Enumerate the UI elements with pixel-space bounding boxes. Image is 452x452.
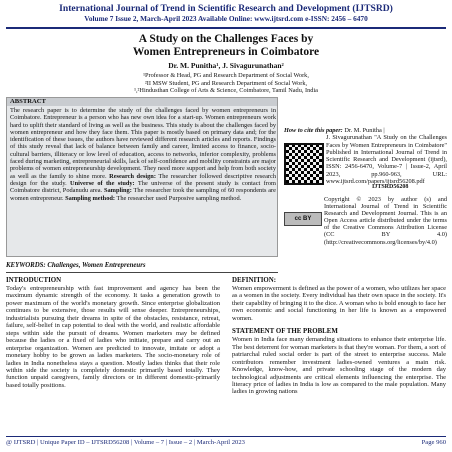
- qr-label: IJTSRD56208: [372, 184, 409, 191]
- keywords-divider: [6, 272, 278, 273]
- page-number: Page 960: [421, 439, 446, 446]
- abstract-sampling-text: The researcher took the sampling of 60 respondents are women entrepreneur.: [10, 187, 276, 202]
- abstract-text: [10, 107, 276, 202]
- statement-heading: STATEMENT OF THE PROBLEM: [232, 328, 338, 336]
- authors: Dr. M. Punitha¹, J. Sivagurunathan²: [168, 61, 284, 70]
- journal-header: [0, 3, 452, 23]
- paper-title: [0, 33, 452, 59]
- affiliation-3: ¹,²Hindusthan College of Arts & Science, Coimbatore, Tamil Nadu, India: [134, 87, 318, 95]
- definition-heading: DEFINITION:: [232, 277, 277, 284]
- cc-by-icon: cc BY: [284, 212, 322, 226]
- statement-text: Women in India face many demanding situations to enhance their enterprise life. The best deterrent for woman marketers is that they're woman. For them, a sort of patriarchal ruled social order is part of the street to enterprise success. Male contributors remember investment ladies-owned ventures a main risk. Knowledge, know-how, and private schooling stage of the modern day technological adjustments are critical elements influencing the enterprise. The literacy price of ladies in India is low as compared to the male population. Many ladies in growing nations: [232, 336, 446, 396]
- keywords-text: Challenges, Women Entrepreneurs: [45, 262, 146, 269]
- footer-divider: [6, 436, 446, 437]
- affiliation-1: ¹Professor & Head, PG and Research Department of Social Work,: [143, 72, 309, 79]
- citation-authors: Dr. M. Punitha |: [342, 127, 385, 134]
- keywords-label: KEYWORDS:: [6, 262, 46, 269]
- paper-title-line2: Women Entrepreneurs in Coimbatore: [132, 46, 320, 58]
- abstract-design-text: The researcher followed descriptive research design for the study.: [10, 172, 276, 187]
- copyright-block: [284, 196, 447, 246]
- header-divider: [6, 27, 446, 29]
- citation-label: How to cite this paper:: [284, 127, 343, 134]
- paper-title-line1: A Study on the Challenges Faces by: [138, 33, 314, 45]
- affiliation-2: ²II MSW Student, PG and Research Department of Social Work,: [144, 79, 308, 87]
- introduction-heading: INTRODUCTION: [6, 277, 62, 284]
- page-footer: [6, 439, 446, 446]
- keywords: [6, 262, 278, 269]
- journal-title: International Journal of Trend in Scientific Research and Development (IJTSRD): [59, 3, 393, 14]
- abstract-label-universe: Universe of the study:: [70, 179, 135, 187]
- citation-body: [284, 134, 447, 191]
- footer-left: @ IJTSRD | Unique Paper ID – IJTSRD56208 | Volume – 7 | Issue – 2 | March-April 2023: [6, 439, 245, 446]
- introduction-text: Today's entrepreneurship with fast improvement and agency has been the maximum dynamic strength of the economy. It tasks a generation growth to power maximum of the world's monetary growth. Since enterprise globalization continues to be extensive, those results will sense deeper. Entrepreneurships, industrialists pursuing their dreams in spite of the obstacles, resistance, retreat, failure, self-belief in cap potential to deal with the world, and realistic affordable steps within side the pursuit of dreams. Women marketers may be defined because the ladies or a fixed of ladies who initiate, prepare and carry out an enterprise organization. Women are predicted to innovate, imitate or adopt a monetary hobby to be grown as ladies marketers. The socio-monetary role of ladies in India nonetheless stays a question. Mostly ladies thinks that their role within side the society is completely domestic primarily based totally. They function unpaid caregivers, family directors or in different domestic-primarily based totally positions.: [6, 285, 220, 389]
- copyright-text[interactable]: Copyright © 2023 by author (s) and International Journal of Trend in Scientific Research and Development Journal. This is an Open Access article distributed under the terms of the Creative Commons Attribution License (CC BY 4.0) (http://creativecommons.org/licenses/by/4.0): [324, 196, 447, 246]
- right-column: [232, 276, 446, 396]
- abstract-box: [6, 97, 278, 257]
- abstract-universe-text: The universe of the present study is contact from Coimbatore district, Podanudu area.: [10, 179, 276, 195]
- journal-meta: Volume 7 Issue 2, March-April 2023 Available Online: www.ijtsrd.com e-ISSN: 2456 – 6470: [84, 14, 368, 23]
- abstract-label-sampling: Sampling:: [103, 187, 132, 195]
- citation-text[interactable]: J. Sivagurunathan "A Study on the Challenges Faces by Women Entrepreneurs in Coimbatore" Published in International Journal of Trend in Scientific Research and Development (ijtsrd), ISSN: 2456-6470, Volume-7 | Issue-2, April 2023, pp.960-963, URL: www.ijtsrd.com/papers/ijtsrd56208.pdf: [326, 134, 447, 186]
- abstract-label-method: Sampling method:: [65, 194, 116, 202]
- citation-first-line: [284, 127, 447, 134]
- abstract-method-text: The researcher used Purposive sampling method.: [115, 194, 242, 202]
- definition-text: Women empowerment is defined as the power of a women, who utilizes her space as a women in the society. Every individual has their own space in the society. It's their capability of bringing it to the dice. A woman who is bold enough to face her own economic and social functioning in her life is known as a empowered women.: [232, 285, 446, 322]
- abstract-body: The research paper is to determine the study of the challenges faced by women entrepreneurs in Coimbatore. Entrepreneur is a person who has new own idea for a start-up. Women entrepreneurs work hard to uplift their standard of living as well as the business. This study is about the challenges faced by women entrepreneur and how they face them. This paper is mostly based on primary data and; for the identification of these issues, the authors have reviewed different research articles and reports. Findings of this study reveal that lack of balance between family and career, limited access to finance, socio-cultural barriers, illiteracy or low level of education, access to networks, inferior complexity, problems faced during marketing, entrepreneurial skills, lack of self-confidence and mobility constraints are major problems of women entrepreneurship development. They need more support and help from both society as well as the family to shine more.: [10, 107, 276, 180]
- qr-code-icon: [284, 143, 324, 185]
- abstract-heading: ABSTRACT: [7, 98, 277, 106]
- left-column: [6, 276, 220, 389]
- affiliations: [0, 72, 452, 95]
- citation-box: [284, 127, 447, 191]
- abstract-label-design: Research design:: [109, 172, 156, 180]
